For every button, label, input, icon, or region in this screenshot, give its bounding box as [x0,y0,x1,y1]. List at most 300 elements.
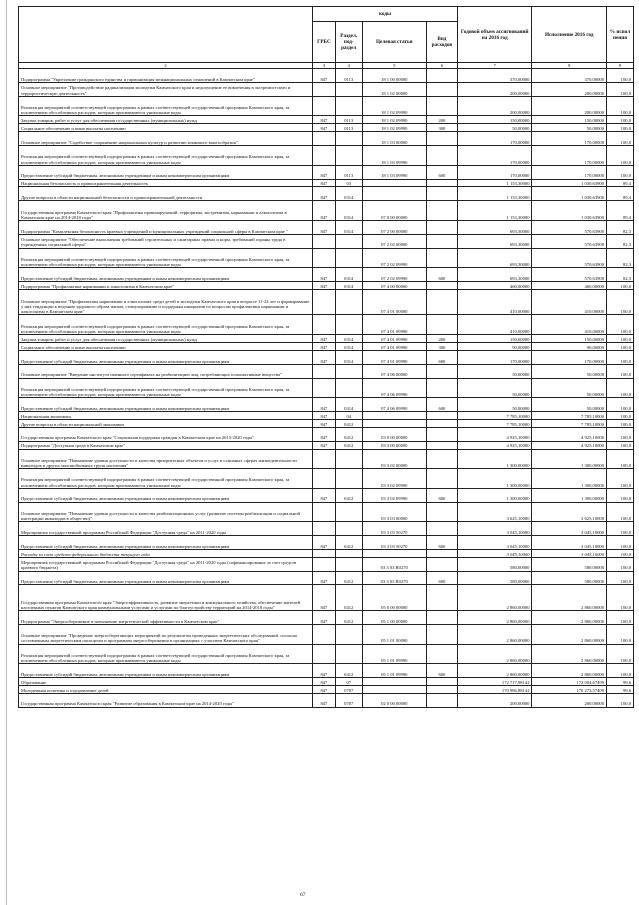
row-percent: 100,0 [607,146,634,166]
row-target-article: 03 0 00 00000 [362,427,426,441]
row-grbs [313,522,336,536]
row-name: Реализация мероприятий соответствующей подпрограммы в рамках соответствующей государственной программы Камчатского края, за исключением обособленных расходов, которым присваиваются уникальные коды [19,248,313,268]
row-executed-amount: 570,63900 [532,234,607,248]
row-planned-amount: 2 860,00000 [457,664,532,678]
row-name: Предоставление субсидий бюджетным, автономным учреждениям и иным некоммерческим организациям [19,488,313,502]
row-planned-amount: 1 300,00000 [457,488,532,502]
row-razdel: 0412 [335,488,362,502]
row-expense-type [426,364,457,378]
row-target-article [362,419,426,427]
row-target-article: 07 4 06 09990 [362,398,426,412]
row-planned-amount: 3 045,10000 [457,522,532,536]
header-vid: Вид расходов [426,22,457,63]
row-expense-type [426,248,457,268]
row-razdel: 0314 [335,350,362,364]
row-expense-type [426,187,457,201]
row-grbs: 847 [313,571,336,585]
table-row [19,441,634,449]
row-name: Предоставление субсидий бюджетным, автономным учреждениям и иным некоммерческим организациям [19,398,313,412]
table-row [19,549,634,557]
row-razdel [335,502,362,522]
row-razdel [335,469,362,489]
row-planned-amount: 170,00000 [457,132,532,146]
row-expense-type [426,644,457,664]
table-row [19,685,634,693]
row-percent: 100,0 [607,522,634,536]
row-razdel: 0412 [335,571,362,585]
row-expense-type: 200 [426,335,457,343]
row-name: Закупка товаров, работ и услуг для обеспечения государственных (муниципальных) нужд [19,335,313,343]
row-name: Закупка товаров, работ и услуг для обеспечения государственных (муниципальных) нужд [19,116,313,124]
row-target-article: 07 2 02 09990 [362,268,426,282]
row-expense-type: 600 [426,664,457,678]
header-codes: коды [313,7,458,22]
row-grbs [313,549,336,557]
row-target-article [362,685,426,693]
row-grbs: 847 [313,343,336,351]
row-executed-amount: 3 045,10000 [532,522,607,536]
table-row [19,502,634,522]
row-razdel [335,96,362,116]
colnum-name: 2 [19,63,313,69]
row-target-article: 07 4 00 00000 [362,282,426,290]
row-expense-type [426,611,457,625]
table-row [19,364,634,378]
row-executed-amount: 4 925,10000 [532,441,607,449]
row-planned-amount: 3 045,10000 [457,536,532,550]
row-executed-amount: 580,00000 [532,571,607,585]
row-planned-amount: 50,00000 [457,364,532,378]
row-grbs: 847 [313,419,336,427]
row-percent: 100,0 [607,557,634,571]
row-target-article [362,549,426,557]
row-percent: 100,0 [607,289,634,315]
row-target-article: 07 0 00 00000 [362,201,426,221]
row-executed-amount: 570,63900 [532,220,607,234]
row-expense-type: 600 [426,165,457,179]
table-row [19,664,634,678]
row-grbs [313,469,336,489]
row-planned-amount: 150,00000 [457,116,532,124]
row-grbs [313,234,336,248]
row-target-article: 03 3 03 50270 [362,522,426,536]
row-name: Подпрограмма "Укрепление гражданского единства и гармонизация межнациональных отношений в Камчатском крае" [19,69,313,83]
row-percent: 100,0 [607,502,634,522]
row-razdel [335,549,362,557]
row-expense-type [426,693,457,707]
table-row [19,398,634,412]
row-grbs: 847 [313,268,336,282]
row-grbs [313,315,336,335]
row-target-article: 18 1 03 00000 [362,132,426,146]
row-name: Другие вопросы в области национальной безопасности и правоохранительной деятельности [19,187,313,201]
table-row [19,469,634,489]
colnum-cell: 7 [457,63,532,69]
table-row [19,248,634,268]
row-expense-type [426,678,457,686]
row-expense-type [426,289,457,315]
table-row [19,644,634,664]
row-razdel: 0314 [335,268,362,282]
row-name: Подпрограмма "Комплексная безопасность краевых учреждений и муниципальных учреждений социальной сферы в Камчатском крае " [19,220,313,234]
row-expense-type [426,282,457,290]
header-fact: Исполнение 2016 год [532,7,607,63]
row-executed-amount: 50,00000 [532,124,607,132]
table-row [19,378,634,398]
row-grbs: 847 [313,678,336,686]
row-target-article: 18 1 03 09990 [362,146,426,166]
row-razdel: 0707 [335,693,362,707]
row-percent: 100,0 [607,536,634,550]
row-razdel: 0314 [335,398,362,412]
row-percent: 100,0 [607,664,634,678]
row-percent: 89,4 [607,201,634,221]
header-razdel: Раздел, под-раздел [335,22,362,63]
row-expense-type [426,315,457,335]
row-percent: 100,0 [607,427,634,441]
row-grbs: 847 [313,124,336,132]
row-razdel: 07 [335,678,362,686]
row-executed-amount: 172 004,67499 [532,678,607,686]
row-grbs [313,146,336,166]
row-target-article: 05 1 01 00000 [362,624,426,644]
table-row [19,220,634,234]
row-name: Расходы за счет средств федерального бюджета текущего года [19,549,313,557]
row-expense-type [426,441,457,449]
row-grbs: 847 [313,585,336,611]
row-razdel [335,146,362,166]
row-expense-type [426,378,457,398]
row-planned-amount: 90,00000 [457,343,532,351]
row-razdel: 0314 [335,282,362,290]
row-percent: 82,3 [607,234,634,248]
row-name: Основное мероприятие "Обеспечение выполнения требований строительных и санитарных правил и норм, требований охраны труда в учреждениях социальной сферы" [19,234,313,248]
row-expense-type [426,96,457,116]
row-executed-amount: 1 030,63900 [532,179,607,187]
row-planned-amount: 150,00000 [457,335,532,343]
row-name: Государственная программа Камчатского края "Социальная поддержка граждан в Камчатском крае на 2015-2020 годы" [19,427,313,441]
row-percent: 100,0 [607,165,634,179]
row-expense-type: 300 [426,124,457,132]
row-executed-amount: 1 300,00000 [532,469,607,489]
row-executed-amount: 150,00000 [532,335,607,343]
row-target-article [362,187,426,201]
colnum-cell: 9 [607,63,634,69]
row-razdel: 0412 [335,664,362,678]
row-percent: 89,4 [607,179,634,187]
row-grbs [313,624,336,644]
header-row-1 [19,7,634,22]
row-planned-amount: 1 153,30000 [457,201,532,221]
row-name: Мероприятия государственной программы Российской Федерации "Доступная среда" на 2011-2020 годы [19,522,313,536]
row-name: Предоставление субсидий бюджетным, автономным учреждениям и иным некоммерческим организациям [19,571,313,585]
table-row [19,488,634,502]
row-percent: 100,0 [607,644,634,664]
row-percent: 82,3 [607,268,634,282]
row-target-article: 05 1 01 09990 [362,664,426,678]
row-name: Предоставление субсидий бюджетным, автономным учреждениям и иным некоммерческим организациям [19,664,313,678]
row-planned-amount: 3 625,10000 [457,502,532,522]
row-grbs: 847 [313,412,336,420]
row-name: Основное мероприятие "Содействие сохранению национальных культур и развитию языкового многообразия" [19,132,313,146]
row-executed-amount: 2 860,00000 [532,644,607,664]
row-percent: 100,0 [607,378,634,398]
row-percent: 100,0 [607,412,634,420]
row-expense-type [426,502,457,522]
row-name: Реализация мероприятий соответствующей подпрограммы в рамках соответствующей государственной программы Камчатского края, за исключением обособленных расходов, которым присваиваются уникальные коды [19,469,313,489]
row-executed-amount: 4 925,10000 [532,427,607,441]
row-executed-amount: 3 045,10000 [532,536,607,550]
row-target-article: 18 1 03 09990 [362,165,426,179]
row-planned-amount: 580,00000 [457,571,532,585]
table-row [19,335,634,343]
row-name: Основное мероприятие "Проведение энергосберегающих мероприятий по результатам проведенных энергетических обследований, согласно составленным энергетическим паспортам и программам энергосбережения в организациях с участием Камчатского края" [19,624,313,644]
row-percent: 82,3 [607,220,634,234]
colnum-cell: 4 [335,63,362,69]
row-planned-amount: 1 300,00000 [457,469,532,489]
row-target-article: 07 4 06 09990 [362,378,426,398]
row-target-article [362,678,426,686]
row-razdel: 0314 [335,220,362,234]
row-percent: 99,6 [607,678,634,686]
row-name: Подпрограмма "Профилактика наркомании и алкоголизма в Камчатском крае" [19,282,313,290]
row-planned-amount: 693,30000 [457,220,532,234]
row-percent: 100,0 [607,419,634,427]
row-executed-amount: 410,00000 [532,315,607,335]
row-name: Реализация мероприятий соответствующей подпрограммы в рамках соответствующей государственной программы Камчатского края, за исключением обособленных расходов, которым присваиваются уникальные коды [19,146,313,166]
row-planned-amount: 693,30000 [457,234,532,248]
row-razdel: 0707 [335,685,362,693]
header-statya: Целевая статья [362,22,426,63]
row-planned-amount: 693,30000 [457,268,532,282]
row-expense-type [426,557,457,571]
row-grbs [313,289,336,315]
row-executed-amount: 3 045,10000 [532,549,607,557]
row-planned-amount: 460,00000 [457,282,532,290]
row-executed-amount: 7 785,10000 [532,419,607,427]
row-razdel: 0113 [335,69,362,83]
table-row [19,449,634,469]
row-expense-type [426,179,457,187]
row-razdel: 0113 [335,165,362,179]
row-razdel [335,132,362,146]
row-grbs [313,96,336,116]
row-executed-amount: 580,00000 [532,557,607,571]
row-expense-type [426,201,457,221]
row-target-article: 07 2 02 09990 [362,248,426,268]
table-row [19,693,634,707]
header-pct: % испол нения [607,7,634,63]
row-razdel [335,248,362,268]
table-row [19,165,634,179]
colnum-cell: 6 [426,63,457,69]
row-grbs: 847 [313,335,336,343]
row-target-article: 03 3 03 R0270 [362,557,426,571]
row-expense-type [426,522,457,536]
table-row [19,522,634,536]
row-expense-type [426,146,457,166]
row-executed-amount: 50,00000 [532,398,607,412]
row-target-article: 18 1 00 00000 [362,69,426,83]
row-expense-type: 600 [426,398,457,412]
row-expense-type [426,469,457,489]
row-name: Государственная программа Камчатского края "Профилактика правонарушений, терроризма, экстремизма, наркомании и алкоголизма в Камчатском крае на 2014-2018 годы" [19,201,313,221]
table-row [19,624,634,644]
row-percent: 100,0 [607,96,634,116]
row-target-article: 07 2 02 00000 [362,234,426,248]
row-target-article: 05 1 01 09990 [362,644,426,664]
row-target-article: 07 4 01 00000 [362,289,426,315]
table-row [19,146,634,166]
table-row [19,282,634,290]
row-percent: 100,0 [607,469,634,489]
row-target-article: 05 1 00 00000 [362,611,426,625]
row-planned-amount: 580,00000 [457,557,532,571]
row-executed-amount: 50,00000 [532,378,607,398]
header-blank [19,7,313,63]
row-target-article: 07 4 01 09990 [362,350,426,364]
row-executed-amount: 1 300,00000 [532,449,607,469]
table-row [19,585,634,611]
table-row [19,234,634,248]
row-razdel [335,234,362,248]
page-number: 67 [300,892,306,898]
row-planned-amount: 170,00000 [457,165,532,179]
table-row [19,83,634,97]
budget-table-sheet [18,6,634,708]
row-grbs: 847 [313,116,336,124]
row-grbs [313,449,336,469]
row-percent: 100,0 [607,364,634,378]
table-row [19,315,634,335]
table-row [19,69,634,83]
row-name: Реализация мероприятий соответствующей подпрограммы в рамках соответствующей государственной программы Камчатского края, за исключением обособленных расходов, которым присваиваются уникальные коды [19,96,313,116]
row-name: Реализация мероприятий соответствующей подпрограммы в рамках соответствующей государственной программы Камчатского края, за исключением обособленных расходов, которым присваиваются уникальные коды [19,644,313,664]
row-name: Основное мероприятие "Повышение уровня доступности и качества приоритетных объектов и услуг в основных сферах жизнедеятельности инвалидов и других маломобильных групп населения" [19,449,313,469]
row-target-article: 03 3 02 00000 [362,449,426,469]
row-executed-amount: 170 273,57409 [532,685,607,693]
row-executed-amount: 460,00000 [532,282,607,290]
table-row [19,187,634,201]
row-name: Национальная безопасность и правоохранительная деятельность [19,179,313,187]
table-row [19,557,634,571]
row-percent: 100,0 [607,693,634,707]
row-razdel [335,624,362,644]
row-expense-type: 600 [426,268,457,282]
row-percent: 100,0 [607,585,634,611]
row-name: Основное мероприятие "Повышение уровня доступности и качества реабилитационных услуг (развитие системы реабилитации и социальной интеграции инвалидов в общество)" [19,502,313,522]
row-executed-amount: 2 860,00000 [532,585,607,611]
table-row [19,350,634,364]
row-name: Предоставление субсидий бюджетным, автономным учреждениям и иным некоммерческим организациям [19,268,313,282]
row-expense-type [426,69,457,83]
row-target-article: 07 4 06 00000 [362,364,426,378]
row-grbs [313,248,336,268]
row-razdel: 0412 [335,427,362,441]
row-name: Основное мероприятие "Противодействие радикализации молодежи Камчатского края и недопущение ее вовлечения в экстремистскую и террористическую деятельность" [19,83,313,97]
row-expense-type: 600 [426,536,457,550]
row-expense-type [426,132,457,146]
row-expense-type [426,449,457,469]
table-row [19,571,634,585]
row-expense-type [426,83,457,97]
row-executed-amount: 170,00000 [532,165,607,179]
row-razdel [335,522,362,536]
row-executed-amount: 3 625,10000 [532,502,607,522]
colnum-cell: 8 [532,63,607,69]
row-target-article: 05 0 00 00000 [362,585,426,611]
row-planned-amount: 200,00000 [457,96,532,116]
row-grbs [313,557,336,571]
row-name: Реализация мероприятий соответствующей подпрограммы в рамках соответствующей государственной программы Камчатского края, за исключением обособленных расходов, которым присваиваются уникальные коды [19,315,313,335]
row-razdel: 03 [335,179,362,187]
row-grbs: 847 [313,488,336,502]
row-razdel [335,364,362,378]
row-percent: 89,4 [607,187,634,201]
row-target-article: 02 0 00 00000 [362,693,426,707]
row-razdel: 0412 [335,419,362,427]
row-razdel: 0314 [335,187,362,201]
row-percent: 100,0 [607,132,634,146]
row-target-article: 18 1 02 09990 [362,116,426,124]
row-grbs [313,132,336,146]
row-percent: 100,0 [607,116,634,124]
row-name: Национальная экономика [19,412,313,420]
row-executed-amount: 1 030,63900 [532,187,607,201]
row-planned-amount: 200,00000 [457,693,532,707]
row-expense-type [426,234,457,248]
row-percent: 100,0 [607,624,634,644]
row-razdel: 0412 [335,611,362,625]
row-expense-type [426,220,457,234]
row-name: Государственная программа Камчатского края "Развитие образования в Камчатском крае на 2014-2020 годы" [19,693,313,707]
row-expense-type [426,685,457,693]
row-percent: 100,0 [607,549,634,557]
row-expense-type [426,412,457,420]
row-grbs: 847 [313,611,336,625]
row-razdel: 04 [335,412,362,420]
row-grbs: 847 [313,427,336,441]
row-planned-amount: 7 785,10000 [457,419,532,427]
row-target-article [362,179,426,187]
row-planned-amount: 693,30000 [457,248,532,268]
row-expense-type: 300 [426,343,457,351]
table-row [19,678,634,686]
row-executed-amount: 1 300,00000 [532,488,607,502]
row-expense-type: 600 [426,350,457,364]
row-percent: 82,3 [607,248,634,268]
row-name: Основное мероприятие "Введение института именного сертификата на реабилитацию лиц, потребляющих психоактивные вещества" [19,364,313,378]
row-razdel: 0412 [335,536,362,550]
row-target-article [362,412,426,420]
row-razdel [335,289,362,315]
row-razdel: 0314 [335,343,362,351]
row-planned-amount: 1 300,00000 [457,449,532,469]
row-planned-amount: 170,00000 [457,350,532,364]
row-executed-amount: 200,00000 [532,83,607,97]
table-row [19,201,634,221]
row-razdel: 0314 [335,201,362,221]
row-planned-amount: 370,00000 [457,69,532,83]
row-planned-amount: 2 860,00000 [457,585,532,611]
row-percent: 100,0 [607,449,634,469]
row-grbs [313,83,336,97]
row-percent: 99,6 [607,685,634,693]
row-name: Мероприятия государственной программы Российской Федерации "Доступная среда" на 2011-2020 годы (софинансирование за счет средств краевого бюджета) [19,557,313,571]
row-expense-type [426,427,457,441]
row-expense-type: 200 [426,116,457,124]
row-name: Социальное обеспечение и иные выплаты населению [19,343,313,351]
